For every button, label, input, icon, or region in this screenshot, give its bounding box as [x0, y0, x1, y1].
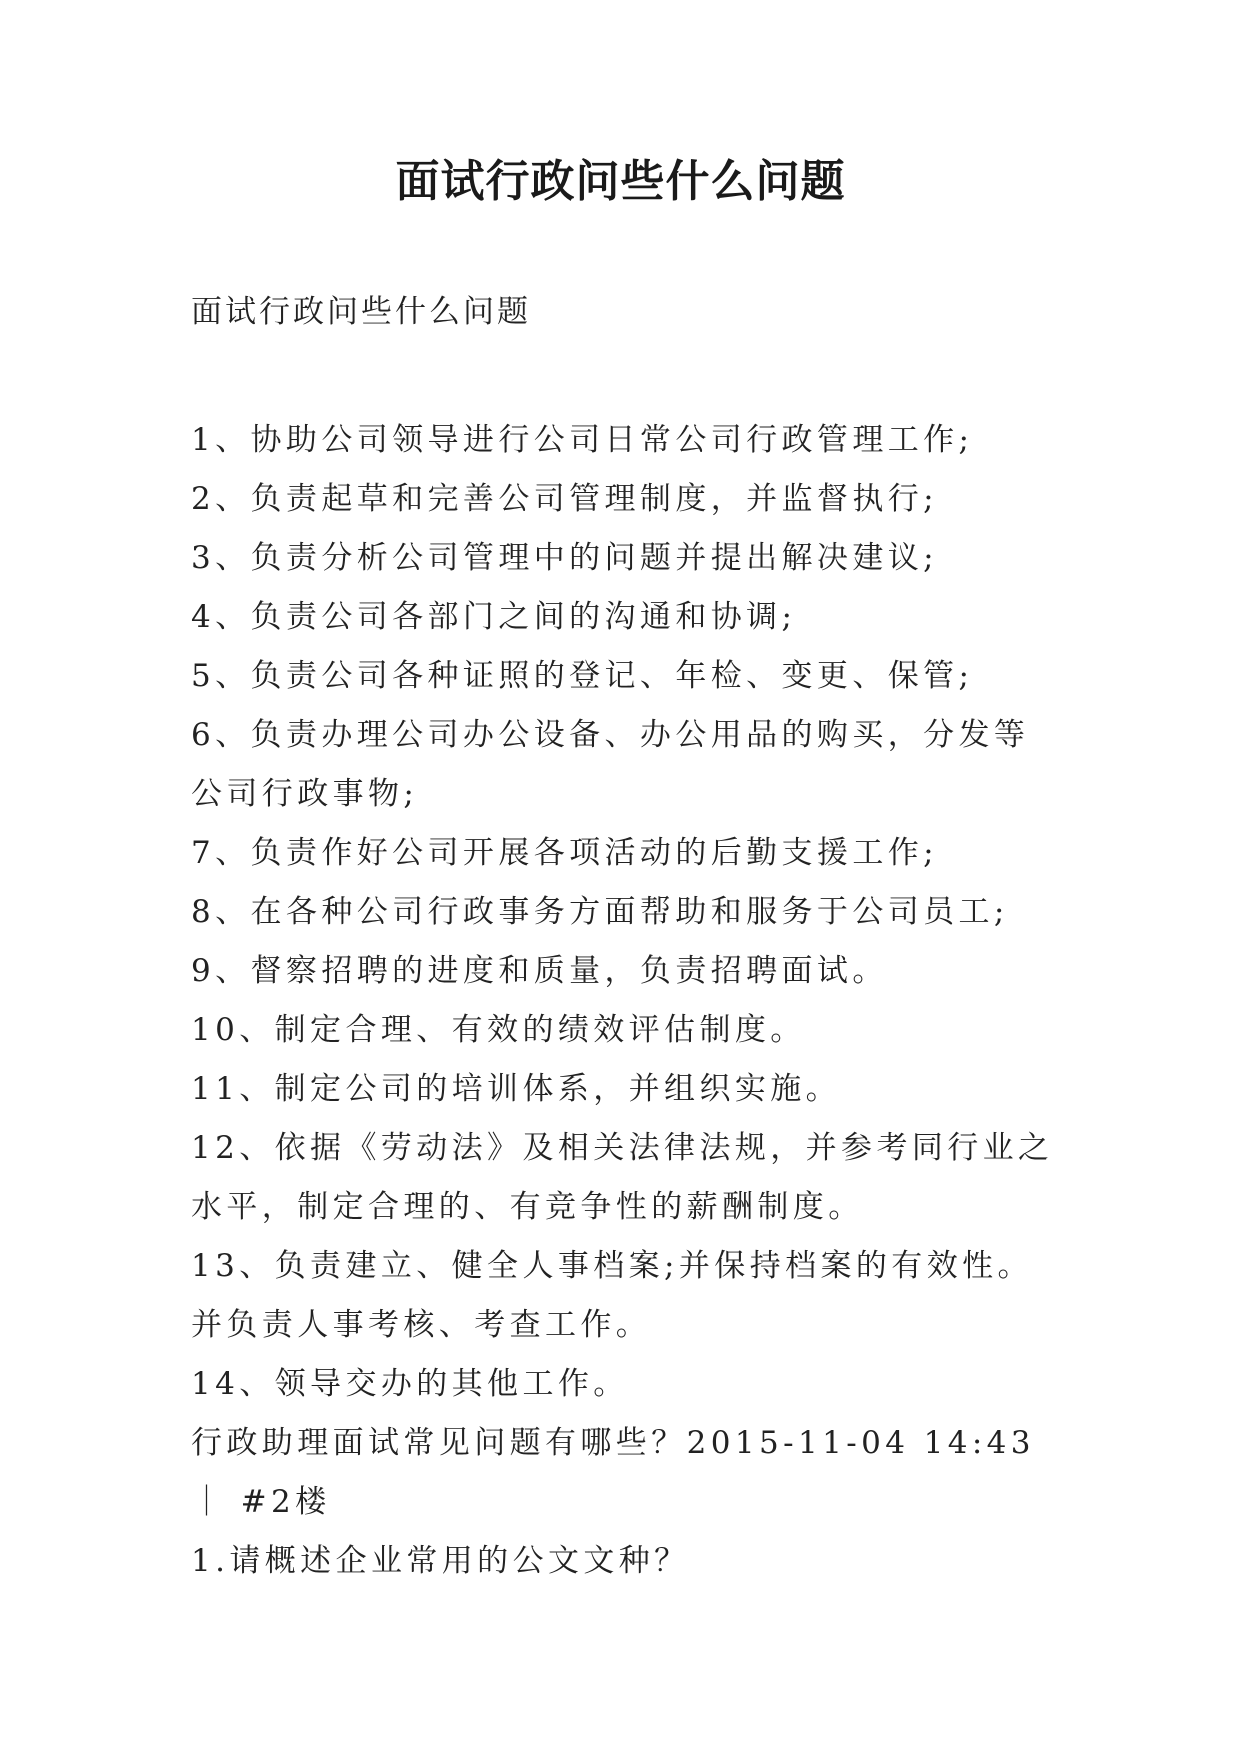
paragraph: 4、负责公司各部门之间的沟通和协调; [191, 599, 797, 635]
paragraph: 3、负责分析公司管理中的问题并提出解决建议; [191, 540, 938, 576]
paragraph: 12、依据《劳动法》及相关法律法规，并参考同行业之水平，制定合理的、有竞争性的薪酬制度。 [191, 1130, 1054, 1225]
paragraph: 9、督察招聘的进度和质量，负责招聘面试。 [191, 953, 888, 989]
paragraph: 6、负责办理公司办公设备、办公用品的购买，分发等公司行政事物; [191, 717, 1030, 812]
paragraph: 7、负责作好公司开展各项活动的后勤支援工作; [191, 835, 938, 871]
paragraph: 行政助理面试常见问题有哪些？2015-11-04 14:43 ｜ #2楼 [191, 1425, 1035, 1520]
paragraph: 8、在各种公司行政事务方面帮助和服务于公司员工; [191, 894, 1009, 930]
document-subtitle: 面试行政问些什么问题 [191, 294, 531, 330]
paragraph: 10、制定合理、有效的绩效评估制度。 [191, 1012, 806, 1048]
paragraph: 14、领导交办的其他工作。 [191, 1366, 629, 1402]
paragraph-spacer [191, 341, 1063, 411]
paragraph: 1.请概述企业常用的公文文种？ [191, 1543, 690, 1579]
document-body [191, 283, 1063, 1591]
document-title: 面试行政问些什么问题 [395, 156, 846, 207]
paragraph: 5、负责公司各种证照的登记、年检、变更、保管; [191, 658, 974, 694]
paragraph: 11、制定公司的培训体系，并组织实施。 [191, 1071, 842, 1107]
paragraph: 2、负责起草和完善公司管理制度，并监督执行; [191, 481, 938, 517]
paragraph: 13、负责建立、健全人事档案;并保持档案的有效性。并负责人事考核、考查工作。 [191, 1248, 1033, 1343]
paragraph: 1、协助公司领导进行公司日常公司行政管理工作; [191, 422, 974, 458]
